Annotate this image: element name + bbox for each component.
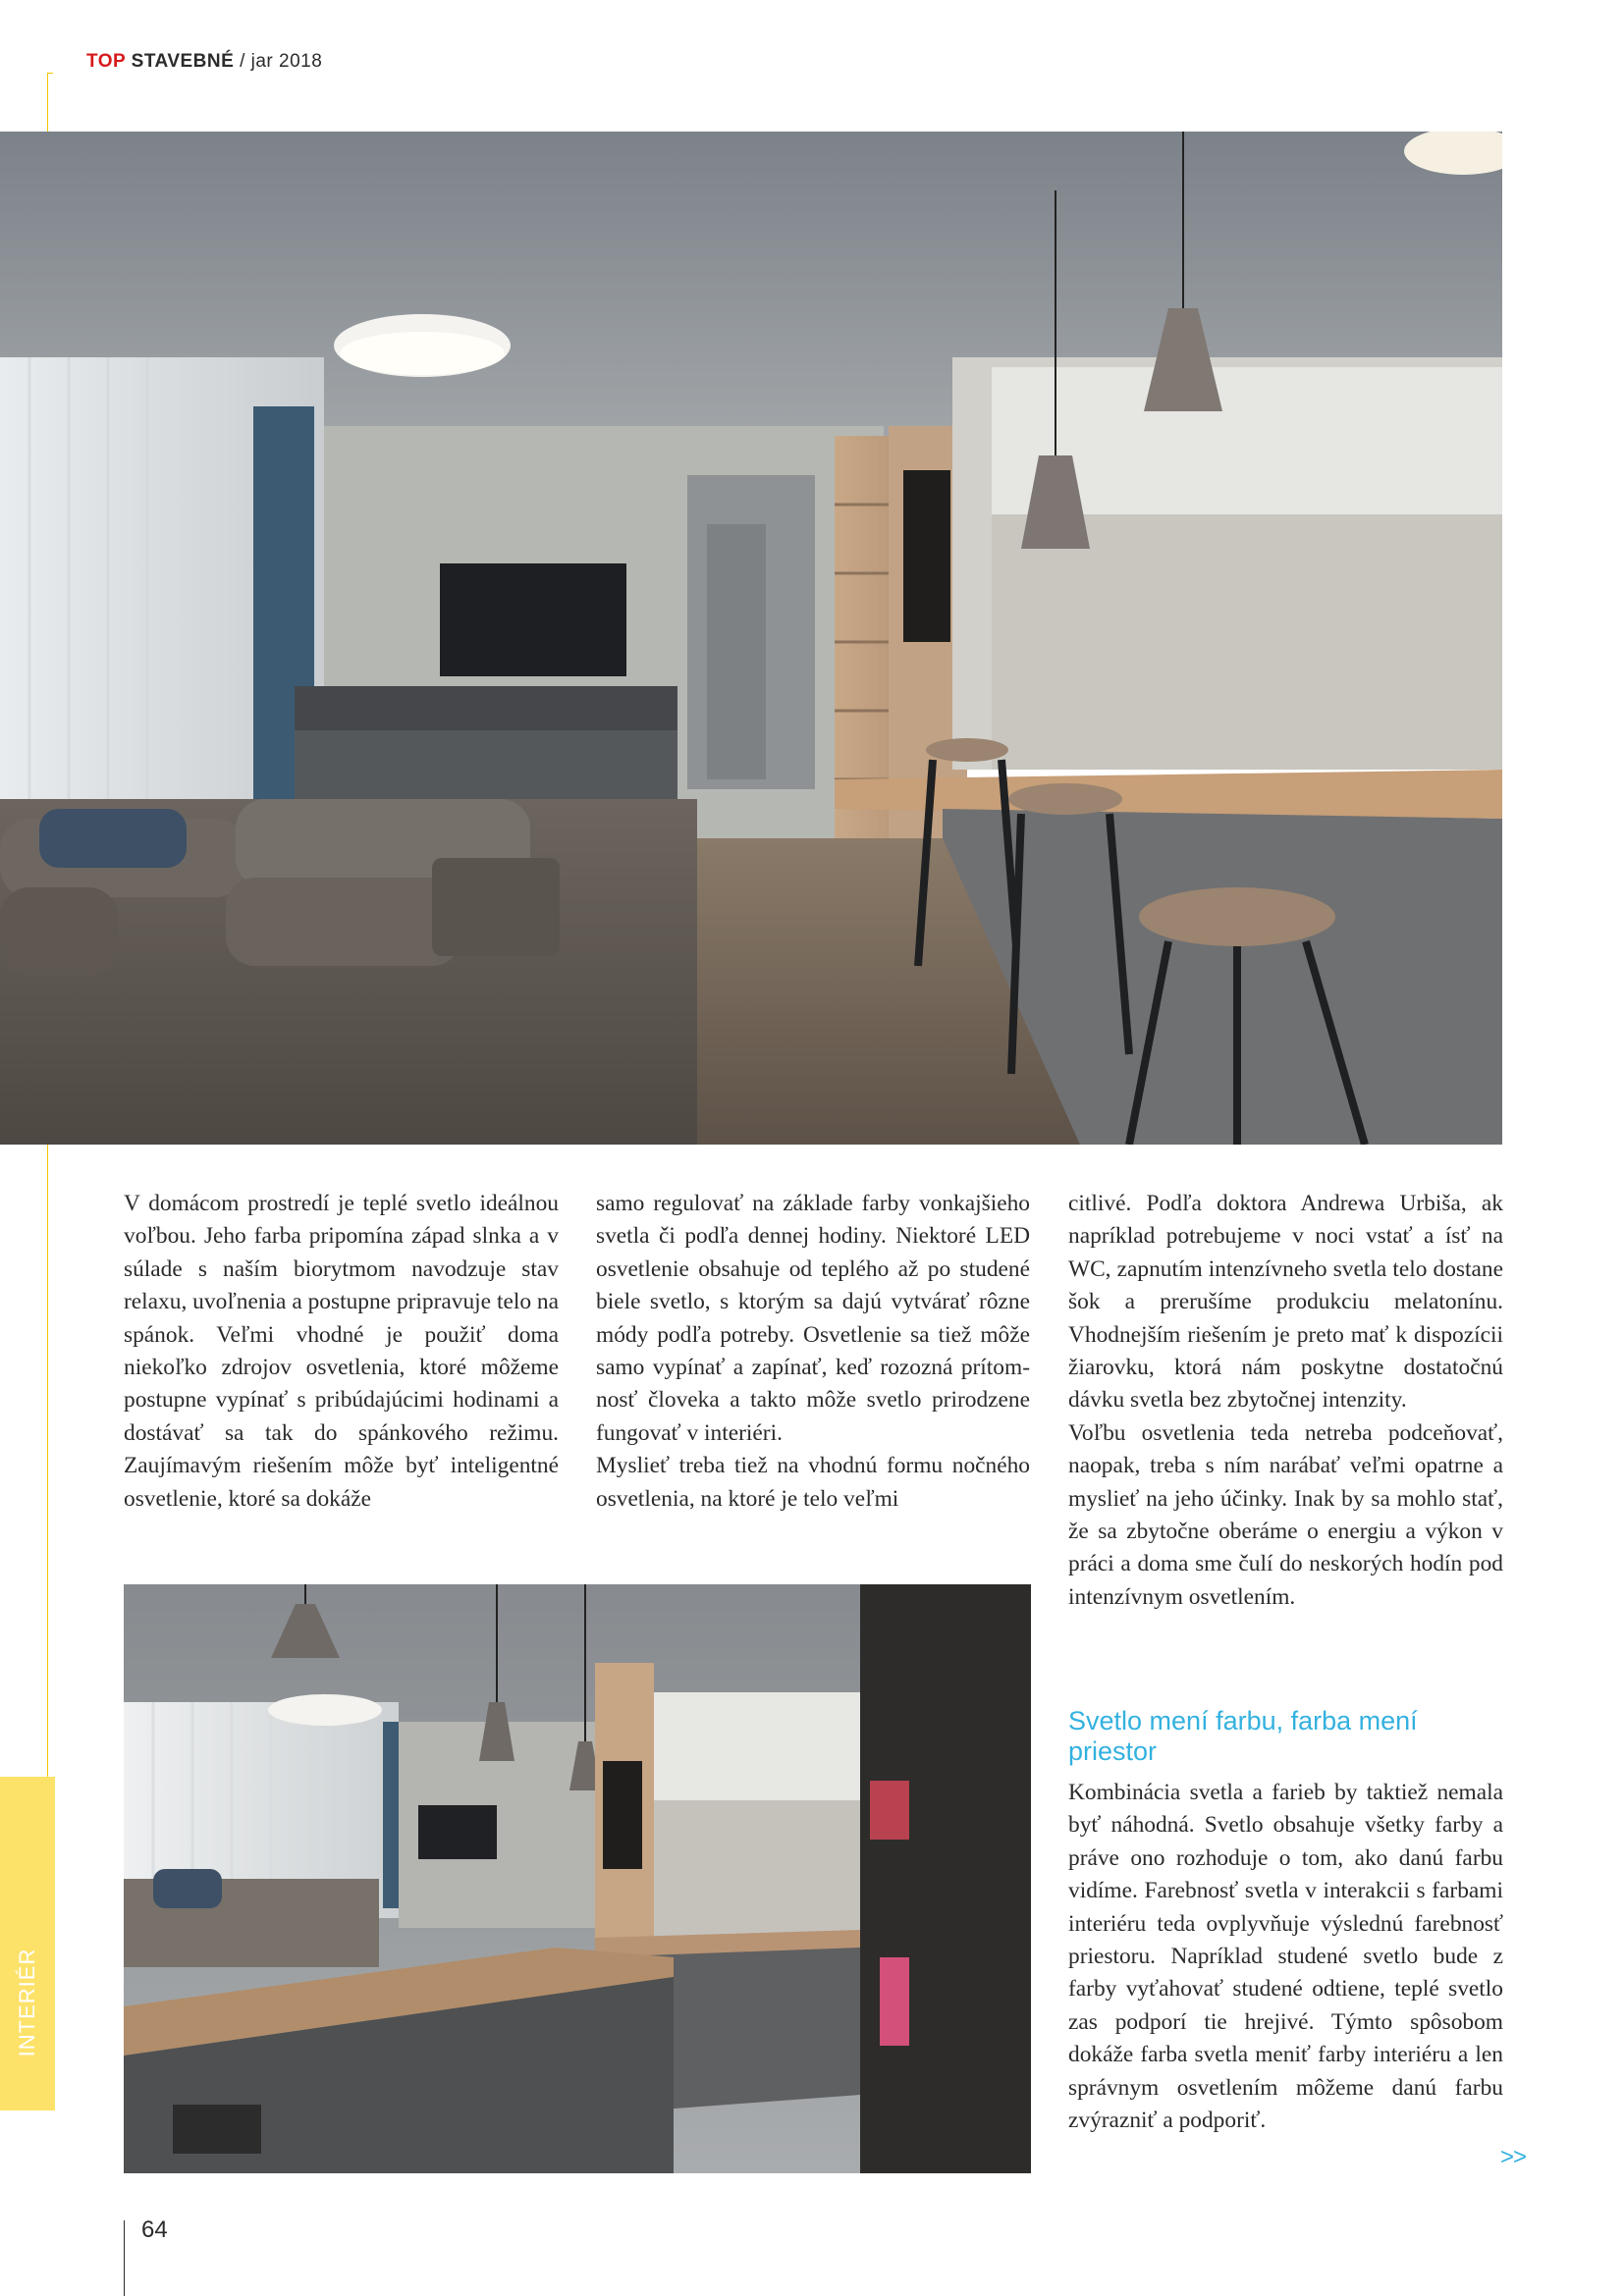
article-column-3-continued: [1068, 1777, 1503, 2137]
issue-label: / jar 2018: [240, 51, 323, 72]
paragraph: citlivé. Podľa doktora Andrewa Urbiša, ak napríklad potrebujeme v noci vstať a ísť na WC, zapnutím intenzívneho svetla telo dostane šok a prerušíme produkciu melatonínu. Vhodnejším riešením je preto mať k dispozícii žiarovku, ktorá nám poskytne dostatočnú dávku svetla bez zbytočnej intenzity.: [1068, 1191, 1503, 1414]
section-tab-label: INTERIÉR: [15, 1948, 39, 2057]
article-column-3: [1068, 1188, 1503, 1614]
paragraph: Voľbu osvetlenia teda netreba podceňovať, naopak, treba s ním narábať veľmi opatrne a myslieť na jeho účinky. Inak by sa mohlo stať, že sa zbytočne oberáme o energiu a výkon v práci a doma sme čulí do neskorých hodín pod intenzívnym osvetlením.: [1068, 1419, 1503, 1610]
page-number: 64: [141, 2216, 168, 2243]
section-tab-line: [47, 1145, 48, 1783]
header-accent-tick: [47, 73, 53, 74]
continued-arrow-icon: >>: [1500, 2144, 1527, 2170]
paragraph: Myslieť treba tiež na vhodnú formu nočného osvetlenia, na ktoré je telo veľmi: [596, 1453, 1030, 1512]
brand-stavebne: STAVEBNÉ: [131, 51, 235, 72]
section-subheading: Svetlo mení farbu, farba mení priestor: [1068, 1706, 1418, 1766]
running-header: [86, 51, 322, 73]
paragraph: samo regulovať na základe farby vonkajšieho svetla či podľa dennej hodiny. Niektoré LED osvetlenie obsahuje od teplého až po studené biele svetlo, s ktorým sa dajú vytvárať rôzne módy podľa potreby. Osvetlenie sa tiež môže samo vypínať a zapínať, keď rozozná prítomnosť človeka a takto môže svetlo prirodzene fungovať v interiéri.: [596, 1191, 1030, 1446]
living-room-kitchen-photo: [0, 132, 1502, 1145]
footer-rule: [124, 2220, 125, 2296]
paragraph: V domácom prostredí je teplé svetlo ideálnou voľbou. Jeho farba pripomína západ slnka a v súlade s naším biorytmom navodzuje stav relaxu, uvoľnenia a postupne pripravuje telo na spánok. Veľmi vhodné je použiť doma niekoľko zdrojov osvetlenia, ktoré môžeme postupne vypínať s pribúdajúcimi hodinami a dostávať sa tak do spánkového režimu. Zaujímavým riešením môže byť inteligentné osvetlenie, ktoré sa dokáže: [124, 1191, 559, 1512]
article-column-2: [596, 1188, 1030, 1516]
kitchen-photo: [124, 1584, 1031, 2173]
paragraph: Kombinácia svetla a farieb by taktiež nemala byť náhodná. Svetlo obsahuje všetky farby a práve ono rozhoduje o tom, ako danú farbu vidíme. Farebnosť svetla v interakcii s farbami interiéru teda ovplyvňuje výslednú farebnosť priestoru. Napríklad studené svetlo bude z farby vyťahovať studené odtiene, teplé svetlo zas podporí tie hrejivé. Týmto spôsobom dokáže farba svetla meniť farby interiéru a len správnym osvetlením môžeme danú farbu zvýrazniť a podporiť.: [1068, 1780, 1503, 2134]
article-column-1: [124, 1188, 559, 1516]
brand-top: TOP: [86, 51, 126, 72]
